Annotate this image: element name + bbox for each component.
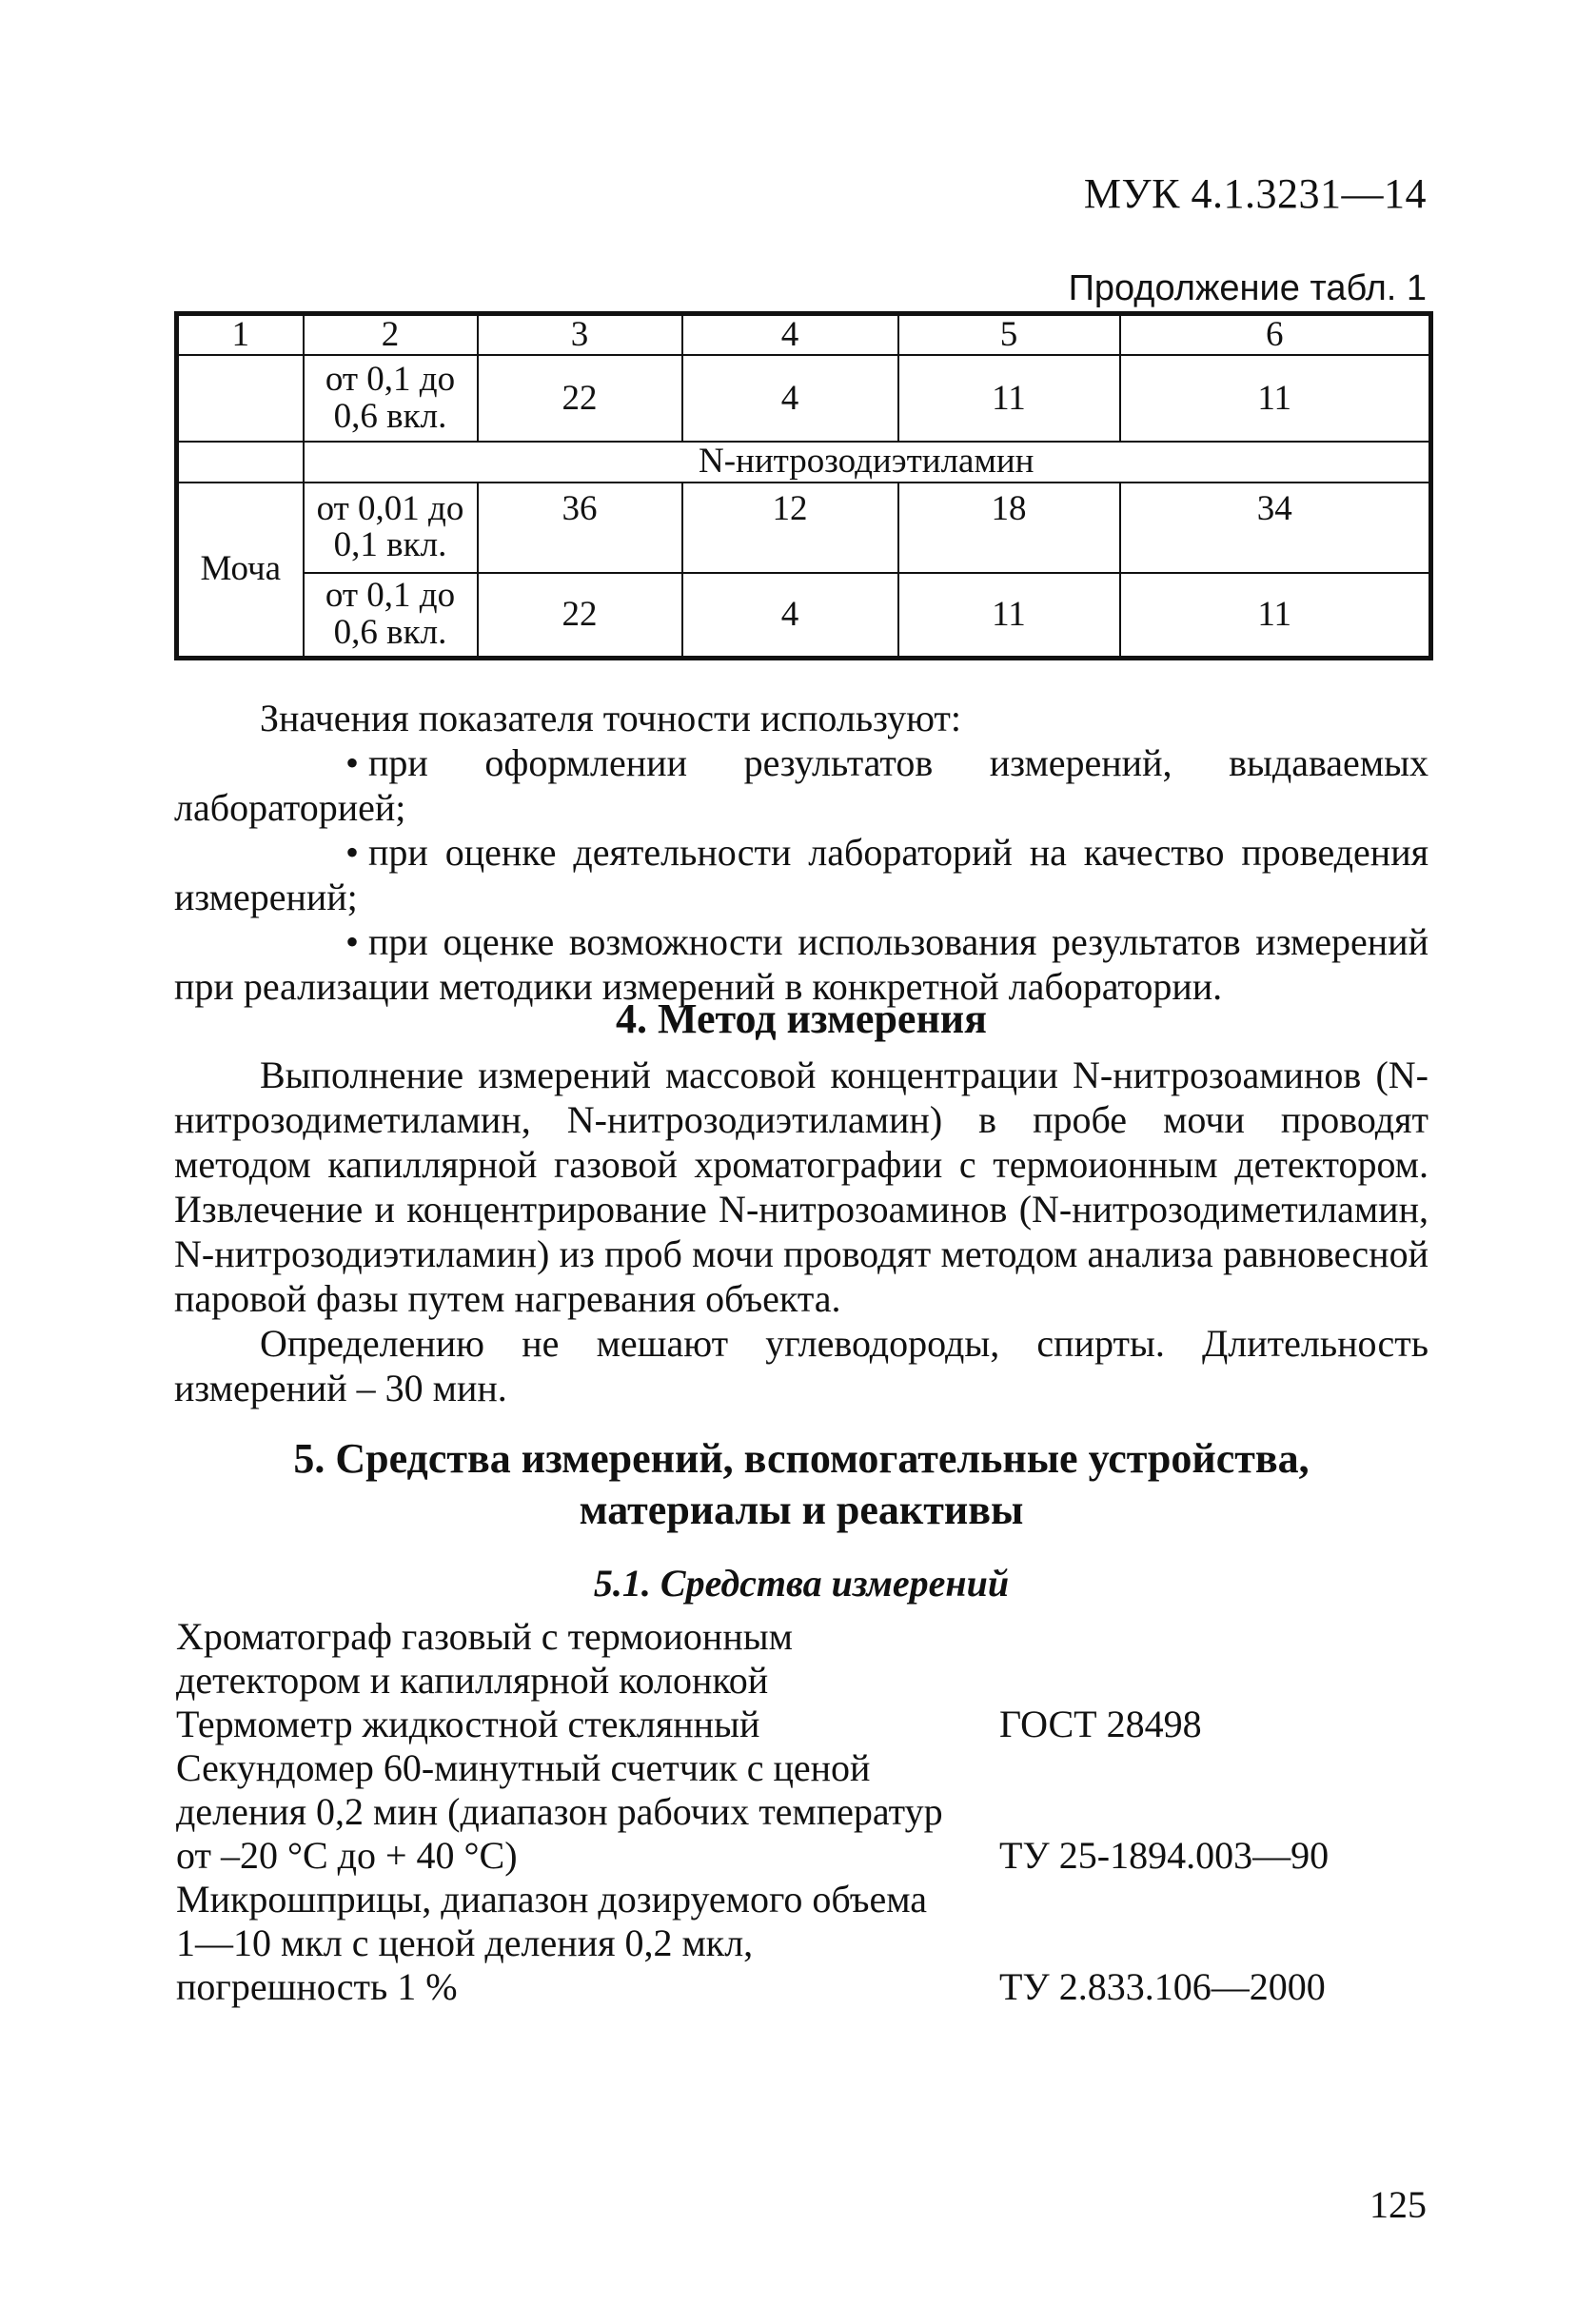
equipment-name-line: погрешность 1 % (176, 1965, 458, 2008)
table-cell: 11 (1120, 573, 1431, 659)
column-header: 6 (1120, 314, 1431, 356)
bullet-icon: • (345, 831, 360, 874)
equipment-name (176, 1703, 995, 1746)
column-header: 3 (478, 314, 682, 356)
document-code: МУК 4.1.3231—14 (1083, 170, 1427, 217)
range-line: 0,6 вкл. (333, 396, 447, 436)
bullet-text: при оформлении результатов измерений, выдаваемых лабораторией; (174, 741, 1429, 829)
equipment-name (176, 1746, 995, 1878)
section-5-title (174, 1433, 1429, 1536)
range-line: 0,1 вкл. (333, 525, 447, 565)
column-header: 1 (177, 314, 304, 356)
equipment-name-line: Хроматограф газовый с термоионным (176, 1615, 793, 1658)
equipment-item (176, 1878, 1432, 2009)
column-header: 2 (304, 314, 478, 356)
section-5-title-line: 5. Средства измерений, вспомогательные устройства, (293, 1435, 1310, 1482)
equipment-name (176, 1615, 995, 1703)
table-cell (177, 442, 304, 482)
table-row (177, 355, 1431, 442)
section-4-body (174, 1053, 1429, 1410)
table-row (177, 573, 1431, 659)
equipment-name (176, 1878, 995, 2009)
bullet-item (174, 740, 1429, 830)
method-paragraph: Выполнение измерений массовой концентрации N-нитрозоаминов (N-нитрозодиметиламин, N-нитрозодиэтиламин) в пробе мочи проводят методом капиллярной газовой хроматографии с термоионным детектором. Извлечение и концентрирование N-нитрозоаминов (N-нитрозодиметиламин, N-нитрозодиэтиламин) из проб мочи проводят методом анализа равновесной паровой фазы путем нагревания объекта. (174, 1054, 1429, 1320)
precision-block (174, 696, 1429, 1009)
equipment-list (176, 1615, 1432, 2009)
table-cell (177, 355, 304, 442)
table-cell: 11 (898, 573, 1120, 659)
table-caption: Продолжение табл. 1 (1068, 268, 1427, 308)
equipment-name-line: Микрошприцы, диапазон дозируемого объема (176, 1878, 927, 1921)
equipment-name-line: Термометр жидкостной стеклянный (176, 1703, 760, 1745)
column-header: 5 (898, 314, 1120, 356)
table-row (177, 483, 1431, 573)
table-cell: 11 (1120, 355, 1431, 442)
precision-intro: Значения показателя точности используют: (260, 697, 962, 739)
table-cell: 22 (478, 573, 682, 659)
section-4-title: 4. Метод измерения (616, 995, 987, 1042)
table-cell: 11 (898, 355, 1120, 442)
table-cell: 12 (682, 483, 898, 573)
column-header: 4 (682, 314, 898, 356)
table-header-row (177, 314, 1431, 356)
subsection-5-1-title: 5.1. Средства измерений (593, 1562, 1010, 1605)
equipment-standard: ГОСТ 28498 (999, 1703, 1202, 1745)
section-5-title-line: материалы и реактивы (579, 1487, 1024, 1533)
equipment-name-line: от –20 °С до + 40 °С) (176, 1834, 518, 1877)
table-cell: 4 (682, 355, 898, 442)
bullet-icon: • (345, 920, 360, 963)
range-line: от 0,1 до (325, 576, 456, 616)
range-cell (304, 573, 478, 659)
range-line: от 0,1 до (325, 360, 456, 400)
equipment-name-line: деления 0,2 мин (диапазон рабочих температур (176, 1790, 943, 1833)
equipment-item (176, 1746, 1432, 1878)
table-cell: 36 (478, 483, 682, 573)
equipment-item (176, 1703, 1432, 1746)
equipment-name-line: 1—10 мкл с ценой деления 0,2 мкл, (176, 1921, 754, 1964)
section-title-cell: N-нитрозодиэтиламин (304, 442, 1431, 482)
range-cell (304, 483, 478, 573)
range-cell (304, 355, 478, 442)
table-cell: 34 (1120, 483, 1431, 573)
equipment-standard: ТУ 25-1894.003—90 (999, 1834, 1330, 1877)
bullet-icon: • (345, 741, 360, 784)
equipment-standard: ТУ 2.833.106—2000 (999, 1965, 1326, 2008)
range-line: 0,6 вкл. (333, 613, 447, 652)
page-number: 125 (1369, 2183, 1427, 2226)
bullet-text: при оценке возможности использования результатов измерений при реализации методики измерений в конкретной лаборатории. (174, 920, 1429, 1008)
table-cell: 18 (898, 483, 1120, 573)
equipment-item (176, 1615, 1432, 1703)
table-cell: 4 (682, 573, 898, 659)
equipment-name-line: детектором и капиллярной колонкой (176, 1659, 769, 1702)
bullet-item (174, 830, 1429, 919)
bullet-text: при оценке деятельности лабораторий на качество проведения измерений; (174, 831, 1429, 918)
table-section-row (177, 442, 1431, 482)
accuracy-table (174, 311, 1433, 660)
range-line: от 0,01 до (316, 488, 464, 528)
matrix-label-cell: Моча (177, 483, 304, 659)
interference-paragraph: Определению не мешают углеводороды, спирты. Длительность измерений – 30 мин. (174, 1322, 1429, 1409)
equipment-name-line: Секундомер 60-минутный счетчик с ценой (176, 1746, 871, 1789)
table-cell: 22 (478, 355, 682, 442)
